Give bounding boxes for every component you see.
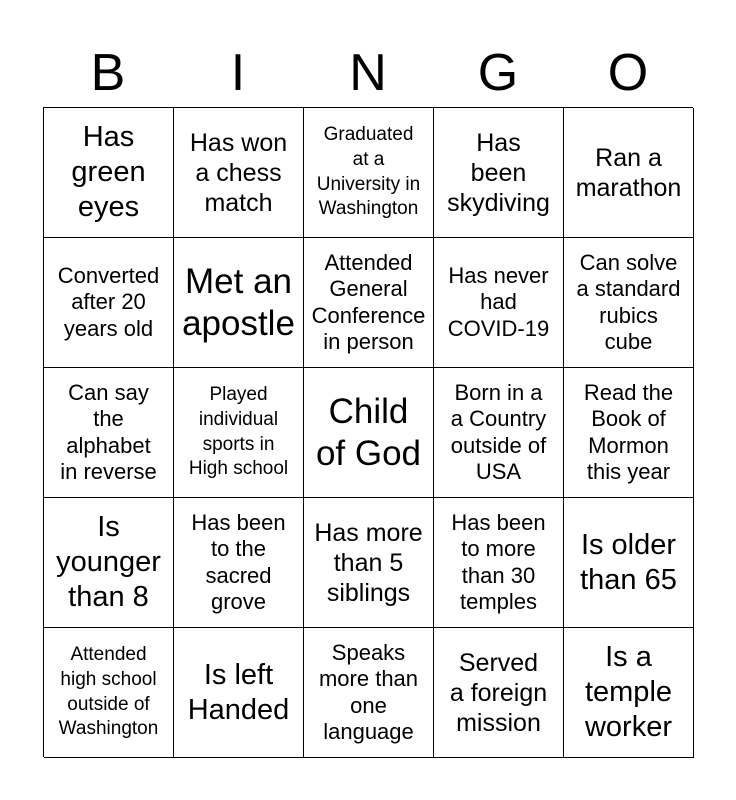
bingo-cell[interactable]: Is older than 65 [564,498,694,628]
header-letter-i: I [230,44,246,102]
bingo-cell[interactable]: Played individual sports in High school [174,368,304,498]
header-letter-n: N [349,44,387,102]
bingo-cell[interactable]: Is a temple worker [564,628,694,758]
header-letter-g: G [477,44,519,102]
bingo-cell[interactable]: Attended General Conference in person [304,238,434,368]
bingo-cell[interactable]: Has never had COVID-19 [434,238,564,368]
bingo-cell[interactable]: Attended high school outside of Washington [44,628,174,758]
bingo-cell[interactable]: Served a foreign mission [434,628,564,758]
bingo-cell[interactable]: Can solve a standard rubics cube [564,238,694,368]
bingo-cell[interactable]: Met an apostle [174,238,304,368]
bingo-cell[interactable]: Is younger than 8 [44,498,174,628]
bingo-cell[interactable]: Graduated at a University in Washington [304,108,434,238]
bingo-cell[interactable]: Speaks more than one language [304,628,434,758]
bingo-cell[interactable]: Has been skydiving [434,108,564,238]
bingo-card-grid [43,107,693,757]
bingo-header [43,40,693,106]
bingo-cell[interactable]: Has more than 5 siblings [304,498,434,628]
bingo-cell[interactable]: Read the Book of Mormon this year [564,368,694,498]
bingo-cell[interactable]: Converted after 20 years old [44,238,174,368]
bingo-free-cell[interactable]: Child of God [304,368,434,498]
header-letter-o: O [607,44,649,102]
bingo-cell[interactable]: Has been to the sacred grove [174,498,304,628]
bingo-cell[interactable]: Has won a chess match [174,108,304,238]
header-letter-b: B [90,44,126,102]
bingo-cell[interactable]: Born in a a Country outside of USA [434,368,564,498]
bingo-cell[interactable]: Has been to more than 30 temples [434,498,564,628]
bingo-cell[interactable]: Is left Handed [174,628,304,758]
bingo-cell[interactable]: Ran a marathon [564,108,694,238]
bingo-cell[interactable]: Can say the alphabet in reverse [44,368,174,498]
bingo-cell[interactable]: Has green eyes [44,108,174,238]
